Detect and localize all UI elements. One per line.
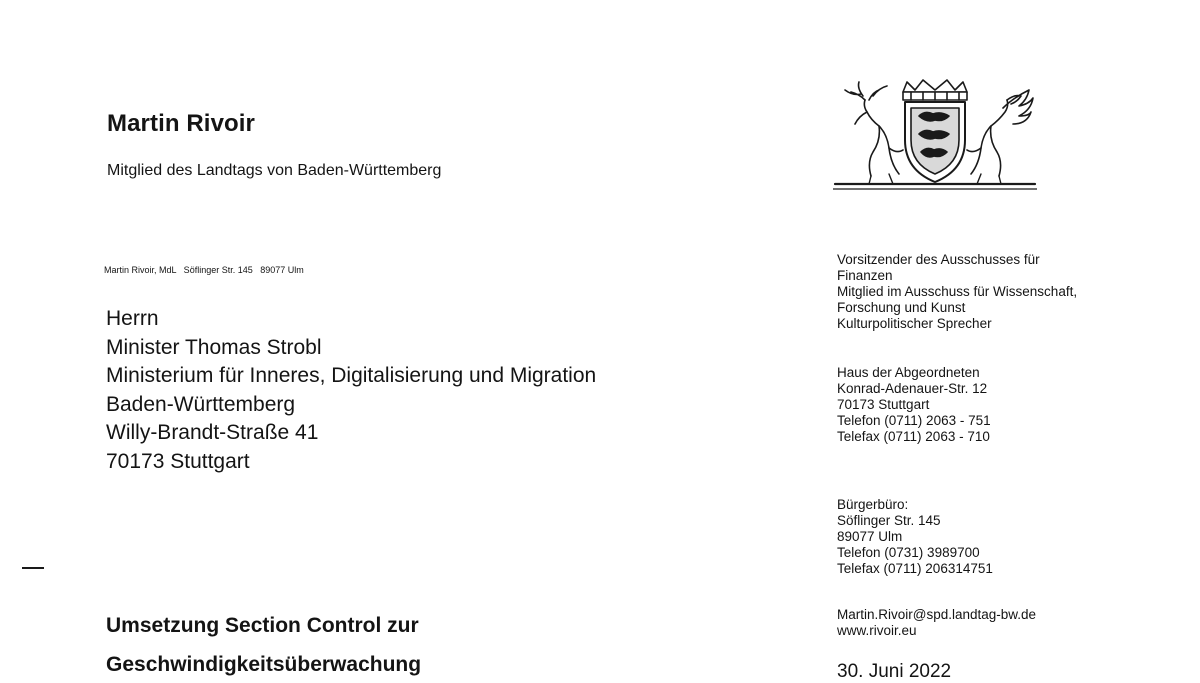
- citizen-office-phone: Telefon (0731) 3989700: [837, 545, 980, 560]
- citizen-office-address: [837, 497, 993, 577]
- subject-line: Umsetzung Section Control zur: [106, 614, 419, 637]
- office-line: Konrad-Adenauer-Str. 12: [837, 381, 988, 396]
- subject-line: Geschwindigkeitsüberwachung: [106, 653, 422, 676]
- email-address[interactable]: Martin.Rivoir@spd.landtag-bw.de: [837, 607, 1037, 622]
- recipient-salutation: Herrn: [106, 307, 159, 330]
- return-address: Martin Rivoir, MdL Söflinger Str. 145 89077 Ulm: [104, 265, 304, 275]
- citizen-office-line: Söflinger Str. 145: [837, 513, 941, 528]
- recipient-street: Willy-Brandt-Straße 41: [106, 421, 319, 445]
- committee-line: Mitglied im Ausschuss für Wissenschaft,: [837, 284, 1078, 299]
- office-line: Haus der Abgeordneten: [837, 365, 980, 380]
- committee-roles: [837, 252, 1077, 332]
- recipient-address: [106, 305, 596, 477]
- office-phone: Telefon (0711) 2063 - 751: [837, 413, 991, 428]
- office-fax: Telefax (0711) 2063 - 710: [837, 429, 990, 444]
- committee-line: Finanzen: [837, 268, 893, 283]
- citizen-office-heading: Bürgerbüro:: [837, 497, 909, 512]
- letter-date: 30. Juni 2022: [837, 661, 952, 682]
- fold-mark: [22, 567, 44, 569]
- recipient-ministry: Ministerium für Inneres, Digitalisierung und Migration: [106, 364, 597, 388]
- recipient-city: 70173 Stuttgart: [106, 449, 250, 473]
- citizen-office-fax: Telefax (0711) 206314751: [837, 561, 993, 576]
- committee-line: Forschung und Kunst: [837, 300, 966, 315]
- recipient-name: Minister Thomas Strobl: [106, 335, 322, 359]
- citizen-office-line: 89077 Ulm: [837, 529, 903, 544]
- committee-line: Vorsitzender des Ausschusses für: [837, 252, 1040, 267]
- sender-name: Martin Rivoir: [107, 110, 255, 137]
- coat-of-arms-icon: [833, 78, 1037, 192]
- parliament-office-address: [837, 365, 991, 445]
- office-line: 70173 Stuttgart: [837, 397, 930, 412]
- committee-line: Kulturpolitischer Sprecher: [837, 316, 992, 331]
- contact-web: [837, 607, 1036, 639]
- recipient-state: Baden-Württemberg: [106, 392, 296, 416]
- website-link[interactable]: www.rivoir.eu: [837, 623, 917, 638]
- sender-role: Mitglied des Landtags von Baden-Württemberg: [107, 162, 442, 179]
